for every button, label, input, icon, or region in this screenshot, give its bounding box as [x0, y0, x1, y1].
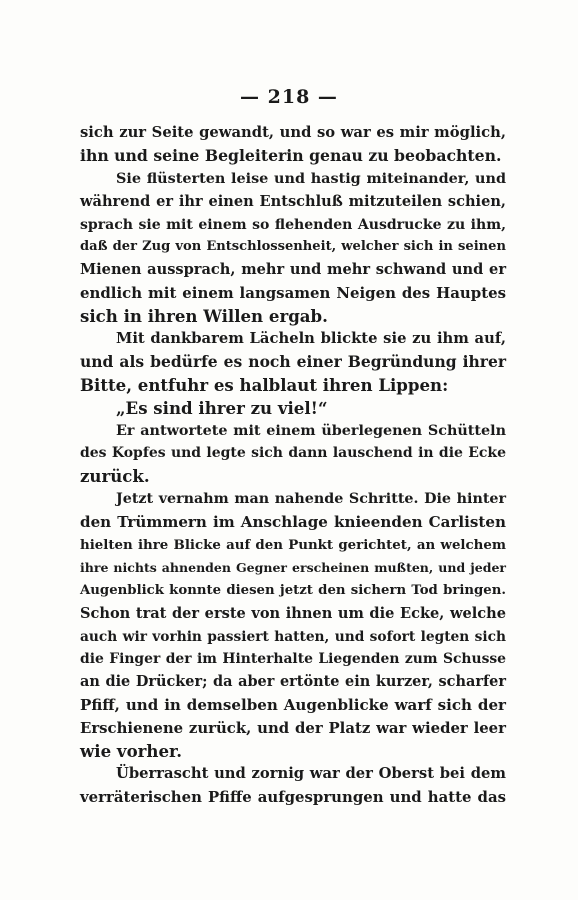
text-line: Bitte, entfuhr es halblaut ihren Lippen: — [80, 374, 449, 395]
text-line: ihre nichts ahnenden Gegner erscheinen mußten, und jeder — [80, 559, 506, 575]
text-line: zurück. — [80, 466, 150, 487]
text-line: Schon trat der erste von ihnen um die Ecke, welche — [80, 604, 506, 622]
text-line: Sie flüsterten leise und hastig miteinander, und — [116, 169, 506, 187]
text-line: und als bedürfe es noch einer Begründung ihrer — [80, 351, 506, 371]
text-line: ihn und seine Begleiterin genau zu beobachten. — [80, 145, 502, 165]
text-line: Er antwortete mit einem überlegenen Schütteln — [116, 422, 506, 439]
text-line: während er ihr einen Entschluß mitzuteilen schien, — [80, 192, 506, 210]
text-line: Pfiff, und in demselben Augenblicke warf sich der — [80, 696, 506, 715]
text-line: die Finger der im Hinterhalte Liegenden zum Schusse — [80, 651, 506, 668]
text-line: Augenblick konnte diesen jetzt den sichern Tod bringen. — [80, 582, 506, 598]
text-line: sich in ihren Willen ergab. — [80, 306, 328, 327]
text-line: Überrascht und zornig war der Oberst bei dem — [116, 764, 506, 782]
text-line: Mienen aussprach, mehr und mehr schwand und er — [80, 261, 506, 279]
text-line: Erschienene zurück, und der Platz war wieder leer — [80, 719, 506, 738]
text-line: sprach sie mit einem so flehenden Ausdrucke zu ihm, — [80, 216, 506, 233]
text-line: „Es sind ihrer zu viel!“ — [116, 397, 328, 418]
text-line: wie vorher. — [80, 741, 182, 762]
text-line: hielten ihre Blicke auf den Punkt gerichtet, an welchem — [80, 537, 506, 554]
body-text — [80, 122, 506, 809]
text-line: daß der Zug von Entschlossenheit, welcher sich in seinen — [80, 239, 506, 255]
text-line: Mit dankbarem Lächeln blickte sie zu ihm auf, — [116, 330, 506, 348]
text-line: Jetzt vernahm man nahende Schritte. Die hinter — [116, 491, 506, 508]
text-line: des Kopfes und legte sich dann lauschend in die Ecke — [80, 445, 506, 462]
text-line: sich zur Seite gewandt, und so war es mir möglich, — [80, 124, 506, 141]
text-line: verräterischen Pfiffe aufgesprungen und hatte das — [80, 787, 506, 806]
text-line: den Trümmern im Anschlage knieenden Carlisten — [80, 513, 506, 532]
text-line: endlich mit einem langsamen Neigen des Hauptes — [80, 284, 506, 303]
text-line: an die Drücker; da aber ertönte ein kurzer, scharfer — [80, 673, 506, 691]
text-line: auch wir vorhin passiert hatten, und sofort legten sich — [80, 628, 506, 645]
page-number: — 218 — — [240, 86, 338, 108]
